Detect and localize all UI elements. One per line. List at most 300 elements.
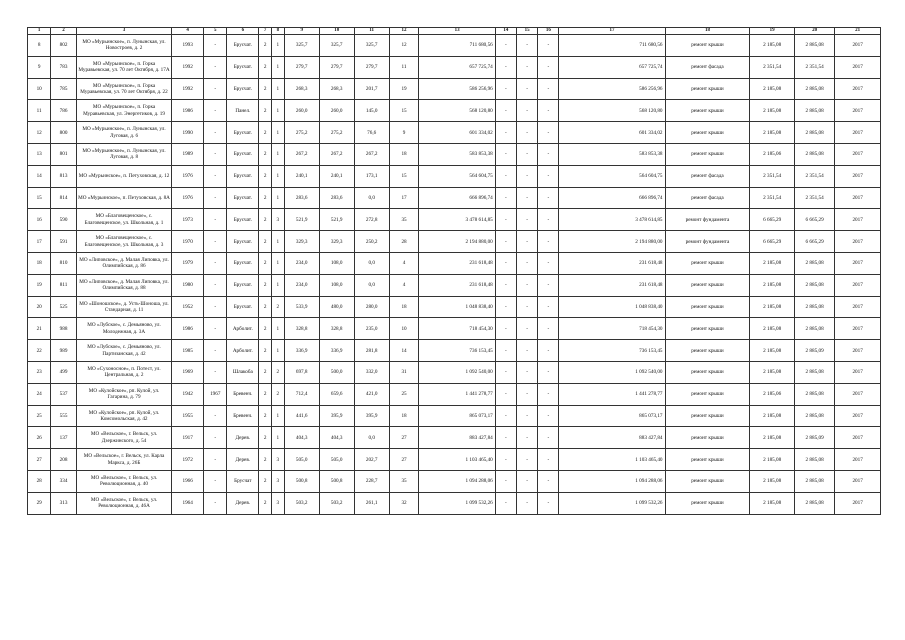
table-cell: 2 bbox=[259, 340, 272, 362]
table-cell: 2 885,08 bbox=[794, 383, 834, 405]
table-cell: - bbox=[204, 405, 227, 427]
table-cell: 240,1 bbox=[319, 165, 354, 187]
table-cell: 2 185,08 bbox=[750, 274, 795, 296]
table-cell: 1 bbox=[271, 35, 284, 57]
table-cell: 1 bbox=[271, 56, 284, 78]
table-cell: 811 bbox=[51, 274, 76, 296]
column-header: 10 bbox=[319, 28, 354, 35]
table-cell: 1969 bbox=[172, 361, 204, 383]
table-cell: - bbox=[538, 35, 559, 57]
table-cell: ремонт крыши bbox=[665, 100, 750, 122]
table-cell: 2 bbox=[259, 252, 272, 274]
table-cell: 24 bbox=[28, 383, 51, 405]
table-cell: 240,1 bbox=[284, 165, 319, 187]
table-cell: - bbox=[204, 209, 227, 231]
table-cell: 28 bbox=[389, 231, 419, 253]
table-cell: 2 bbox=[259, 492, 272, 514]
table-cell: - bbox=[516, 56, 537, 78]
table-row bbox=[28, 165, 881, 187]
table-cell: 1 048 838,40 bbox=[559, 296, 665, 318]
table-cell: - bbox=[516, 427, 537, 449]
table-cell: 601 334,02 bbox=[559, 122, 665, 144]
table-cell: Бревенч. bbox=[227, 383, 259, 405]
table-cell: 2 bbox=[259, 209, 272, 231]
table-cell: Дерев. bbox=[227, 492, 259, 514]
table-cell: - bbox=[538, 165, 559, 187]
address-cell: МО «Мурьинское», п. Лунынская, ул. Новостроев, д. 2 bbox=[76, 35, 171, 57]
table-cell: ремонт крыши bbox=[665, 340, 750, 362]
address-cell: МО «Липовское», д. Малая Липовка, ул. Олимпийская, д. 88 bbox=[76, 274, 171, 296]
table-cell: 279,7 bbox=[354, 56, 389, 78]
table-cell: 2017 bbox=[835, 449, 881, 471]
table-cell: 4 bbox=[389, 252, 419, 274]
table-cell: 555 bbox=[51, 405, 76, 427]
table-cell: 0,0 bbox=[354, 187, 389, 209]
table-cell: Брусчат. bbox=[227, 274, 259, 296]
table-cell: 275,2 bbox=[319, 122, 354, 144]
table-cell: - bbox=[204, 187, 227, 209]
table-cell: 31 bbox=[389, 361, 419, 383]
table-cell: 2 351,54 bbox=[750, 165, 795, 187]
column-header: 4 bbox=[172, 28, 204, 35]
table-cell: 328,8 bbox=[284, 318, 319, 340]
table-cell: 2 885,08 bbox=[794, 78, 834, 100]
table-cell: 1964 bbox=[172, 492, 204, 514]
document-page bbox=[27, 27, 881, 515]
table-cell: 332,0 bbox=[354, 361, 389, 383]
table-cell: 268,3 bbox=[319, 78, 354, 100]
table-cell: 2 885,08 bbox=[794, 492, 834, 514]
table-cell: - bbox=[538, 405, 559, 427]
table-cell: - bbox=[495, 318, 516, 340]
table-cell: 2 351,54 bbox=[794, 187, 834, 209]
table-cell: - bbox=[516, 383, 537, 405]
table-cell: 2 bbox=[259, 361, 272, 383]
table-cell: 1 103 465,40 bbox=[559, 449, 665, 471]
table-cell: 583 853,38 bbox=[419, 143, 495, 165]
table-cell: 336,9 bbox=[319, 340, 354, 362]
table-cell: - bbox=[495, 470, 516, 492]
table-cell: 1 048 838,40 bbox=[419, 296, 495, 318]
table-cell: 29 bbox=[28, 492, 51, 514]
table-cell: 2 bbox=[259, 318, 272, 340]
table-cell: ремонт крыши bbox=[665, 318, 750, 340]
table-cell: 1976 bbox=[172, 187, 204, 209]
table-cell: ремонт фасада bbox=[665, 165, 750, 187]
table-cell: 28 bbox=[28, 470, 51, 492]
table-cell: - bbox=[516, 35, 537, 57]
table-cell: 2017 bbox=[835, 78, 881, 100]
table-cell: 1 bbox=[271, 318, 284, 340]
table-cell: 2 885,08 bbox=[794, 100, 834, 122]
table-cell: 583 853,38 bbox=[559, 143, 665, 165]
table-cell: 14 bbox=[28, 165, 51, 187]
table-cell: 2 885,08 bbox=[794, 35, 834, 57]
table-cell: 1973 bbox=[172, 209, 204, 231]
table-cell: 26 bbox=[28, 427, 51, 449]
table-cell: Брусчат. bbox=[227, 143, 259, 165]
table-cell: 2 885,08 bbox=[794, 449, 834, 471]
table-cell: 27 bbox=[389, 427, 419, 449]
table-cell: 2 bbox=[259, 187, 272, 209]
table-cell: 202,7 bbox=[354, 449, 389, 471]
address-cell: МО «Кулойское», рп. Кулой, ул. Комсомольская, д. 42 bbox=[76, 405, 171, 427]
table-cell: 18 bbox=[389, 143, 419, 165]
table-cell: 1 441 278,77 bbox=[419, 383, 495, 405]
table-cell: - bbox=[495, 252, 516, 274]
table-cell: - bbox=[495, 383, 516, 405]
table-cell: 1942 bbox=[172, 383, 204, 405]
table-cell: - bbox=[495, 361, 516, 383]
table-cell: 1 bbox=[271, 405, 284, 427]
table-cell: - bbox=[495, 209, 516, 231]
table-cell: 1993 bbox=[172, 35, 204, 57]
table-row bbox=[28, 449, 881, 471]
table-cell: - bbox=[495, 449, 516, 471]
table-cell: 1992 bbox=[172, 56, 204, 78]
table-cell: 2 bbox=[259, 143, 272, 165]
table-cell: ремонт крыши bbox=[665, 296, 750, 318]
table-cell: 404,3 bbox=[284, 427, 319, 449]
column-header: 19 bbox=[750, 28, 795, 35]
table-cell: 267,2 bbox=[284, 143, 319, 165]
table-cell: 441,6 bbox=[284, 405, 319, 427]
column-header: 16 bbox=[538, 28, 559, 35]
table-cell: - bbox=[516, 231, 537, 253]
table-cell: 2017 bbox=[835, 56, 881, 78]
column-header: 13 bbox=[419, 28, 495, 35]
table-cell: - bbox=[204, 78, 227, 100]
table-cell: 6 665,29 bbox=[750, 209, 795, 231]
table-cell: 2017 bbox=[835, 35, 881, 57]
table-cell: 2 885,08 bbox=[794, 405, 834, 427]
table-cell: 2 885,08 bbox=[794, 252, 834, 274]
table-row bbox=[28, 318, 881, 340]
table-row bbox=[28, 274, 881, 296]
table-cell: 718 454,30 bbox=[419, 318, 495, 340]
address-cell: МО «Лубское», с. Демьяново, ул. Молодежная, д. 3А bbox=[76, 318, 171, 340]
table-cell: 2 885,08 bbox=[794, 318, 834, 340]
table-cell: 783 bbox=[51, 56, 76, 78]
table-cell: 313 bbox=[51, 492, 76, 514]
table-cell: - bbox=[495, 100, 516, 122]
table-cell: - bbox=[538, 231, 559, 253]
table-cell: 4 bbox=[389, 274, 419, 296]
table-cell: 2 194 880,00 bbox=[419, 231, 495, 253]
table-cell: 11 bbox=[389, 56, 419, 78]
table-cell: - bbox=[495, 492, 516, 514]
table-cell: 2 885,08 bbox=[794, 143, 834, 165]
table-cell: 1970 bbox=[172, 231, 204, 253]
table-cell: 260,0 bbox=[319, 100, 354, 122]
table-cell: 2 185,08 bbox=[750, 405, 795, 427]
table-cell: 712,4 bbox=[284, 383, 319, 405]
table-cell: ремонт крыши bbox=[665, 449, 750, 471]
table-cell: 19 bbox=[28, 274, 51, 296]
table-cell: 1 094 288,06 bbox=[559, 470, 665, 492]
table-row bbox=[28, 35, 881, 57]
table-cell: 2 351,54 bbox=[794, 56, 834, 78]
address-cell: МО «Вельское», г. Вельск, ул. Дзержинского, д. 54 bbox=[76, 427, 171, 449]
table-cell: - bbox=[204, 274, 227, 296]
table-cell: - bbox=[204, 56, 227, 78]
table-cell: Брусчат. bbox=[227, 296, 259, 318]
table-cell: 25 bbox=[28, 405, 51, 427]
table-cell: - bbox=[495, 78, 516, 100]
table-cell: ремонт крыши bbox=[665, 143, 750, 165]
table-cell: 2 bbox=[259, 56, 272, 78]
table-row bbox=[28, 405, 881, 427]
table-cell: - bbox=[204, 165, 227, 187]
table-cell: 231 618,48 bbox=[559, 252, 665, 274]
table-cell: 2 bbox=[271, 383, 284, 405]
table-cell: - bbox=[516, 361, 537, 383]
table-cell: Брусчат. bbox=[227, 56, 259, 78]
table-cell: 2017 bbox=[835, 143, 881, 165]
address-cell: МО «Мурьинское», п. Петуховская, д. 12 bbox=[76, 165, 171, 187]
table-cell: 10 bbox=[389, 318, 419, 340]
table-cell: 17 bbox=[28, 231, 51, 253]
table-row bbox=[28, 383, 881, 405]
table-cell: 2 bbox=[259, 100, 272, 122]
table-cell: 329,3 bbox=[319, 231, 354, 253]
column-header: 5 bbox=[204, 28, 227, 35]
table-cell: 2017 bbox=[835, 492, 881, 514]
table-row bbox=[28, 122, 881, 144]
table-cell: - bbox=[516, 187, 537, 209]
table-cell: 35 bbox=[389, 209, 419, 231]
table-cell: - bbox=[538, 187, 559, 209]
table-cell: 1 bbox=[271, 231, 284, 253]
table-cell: 2017 bbox=[835, 122, 881, 144]
table-cell: Брусчат. bbox=[227, 231, 259, 253]
table-row bbox=[28, 100, 881, 122]
table-cell: - bbox=[204, 449, 227, 471]
table-cell: 785 bbox=[51, 78, 76, 100]
table-cell: - bbox=[538, 274, 559, 296]
table-cell: Брусчат. bbox=[227, 122, 259, 144]
repair-schedule-table bbox=[27, 27, 881, 515]
table-cell: 590 bbox=[51, 209, 76, 231]
table-cell: - bbox=[495, 340, 516, 362]
table-cell: 279,7 bbox=[284, 56, 319, 78]
table-cell: 2 bbox=[259, 296, 272, 318]
table-cell: 1917 bbox=[172, 427, 204, 449]
table-cell: - bbox=[516, 122, 537, 144]
table-cell: 2 885,09 bbox=[794, 427, 834, 449]
table-cell: 666 896,74 bbox=[419, 187, 495, 209]
table-cell: 1972 bbox=[172, 449, 204, 471]
table-cell: 718 454,30 bbox=[559, 318, 665, 340]
table-cell: 208 bbox=[51, 449, 76, 471]
table-cell: 0,0 bbox=[354, 274, 389, 296]
address-cell: МО «Шоношское», д. Усть-Шоноша, ул. Стандарная, д. 11 bbox=[76, 296, 171, 318]
table-cell: 280,0 bbox=[354, 296, 389, 318]
table-cell: - bbox=[516, 449, 537, 471]
table-cell: Брусчат. bbox=[227, 35, 259, 57]
table-cell: 6 665,29 bbox=[794, 231, 834, 253]
address-cell: МО «Мурьинское», п. Петуховская, д. 8А bbox=[76, 187, 171, 209]
table-cell: 814 bbox=[51, 187, 76, 209]
table-cell: - bbox=[495, 405, 516, 427]
table-cell: - bbox=[516, 100, 537, 122]
table-cell: - bbox=[516, 165, 537, 187]
table-body bbox=[28, 35, 881, 515]
table-cell: 2 bbox=[259, 427, 272, 449]
table-cell: 2 bbox=[259, 165, 272, 187]
table-row bbox=[28, 187, 881, 209]
table-cell: 1 bbox=[271, 143, 284, 165]
table-cell: 27 bbox=[28, 449, 51, 471]
table-cell: 12 bbox=[28, 122, 51, 144]
table-cell: Шлакоба bbox=[227, 361, 259, 383]
table-cell: 503,2 bbox=[319, 492, 354, 514]
address-cell: МО «Благовещенское», с. Благовещенское, ул. Школьная, д. 3 bbox=[76, 231, 171, 253]
table-cell: 261,1 bbox=[354, 492, 389, 514]
table-cell: 988 bbox=[51, 318, 76, 340]
table-cell: 20 bbox=[28, 296, 51, 318]
table-cell: 2017 bbox=[835, 405, 881, 427]
table-cell: 16 bbox=[28, 209, 51, 231]
table-cell: 2017 bbox=[835, 209, 881, 231]
table-cell: 15 bbox=[389, 100, 419, 122]
address-cell: МО «Мурьинское», п. Горка Муравьевская, ул. 70 лет Октября, д. 22 bbox=[76, 78, 171, 100]
table-cell: 8 bbox=[28, 35, 51, 57]
table-cell: - bbox=[538, 383, 559, 405]
table-cell: 272,8 bbox=[354, 209, 389, 231]
column-header: 9 bbox=[284, 28, 319, 35]
column-header: 12 bbox=[389, 28, 419, 35]
table-cell: - bbox=[538, 209, 559, 231]
table-cell: 568 120,80 bbox=[419, 100, 495, 122]
table-cell: 231 618,48 bbox=[419, 252, 495, 274]
column-header: 17 bbox=[559, 28, 665, 35]
table-cell: 3 478 614,85 bbox=[419, 209, 495, 231]
table-cell: 2017 bbox=[835, 252, 881, 274]
table-cell: Дерев. bbox=[227, 449, 259, 471]
table-cell: 2 185,08 bbox=[750, 78, 795, 100]
table-cell: 786 bbox=[51, 100, 76, 122]
table-cell: Арболит. bbox=[227, 318, 259, 340]
table-cell: 1 441 278,77 bbox=[559, 383, 665, 405]
table-cell: - bbox=[495, 165, 516, 187]
table-cell: 108,0 bbox=[319, 252, 354, 274]
table-cell: 659,6 bbox=[319, 383, 354, 405]
table-cell: - bbox=[516, 143, 537, 165]
table-cell: Бревенч. bbox=[227, 405, 259, 427]
table-cell: - bbox=[538, 122, 559, 144]
table-cell: 10 bbox=[28, 78, 51, 100]
table-cell: - bbox=[538, 340, 559, 362]
table-cell: 865 073,17 bbox=[419, 405, 495, 427]
table-cell: 505,0 bbox=[284, 449, 319, 471]
column-header: 7 bbox=[259, 28, 272, 35]
table-cell: 591 bbox=[51, 231, 76, 253]
table-row bbox=[28, 231, 881, 253]
table-cell: 1 bbox=[271, 427, 284, 449]
table-cell: 2 bbox=[271, 361, 284, 383]
table-cell: 336,9 bbox=[284, 340, 319, 362]
table-cell: - bbox=[204, 35, 227, 57]
table-cell: 2 185,08 bbox=[750, 492, 795, 514]
table-cell: 883 427,84 bbox=[419, 427, 495, 449]
table-cell: - bbox=[516, 405, 537, 427]
table-cell: 173,1 bbox=[354, 165, 389, 187]
table-cell: - bbox=[538, 252, 559, 274]
table-cell: 35 bbox=[389, 470, 419, 492]
table-cell: 568 120,80 bbox=[559, 100, 665, 122]
table-cell: 234,0 bbox=[284, 252, 319, 274]
table-cell: 201,7 bbox=[354, 78, 389, 100]
table-cell: 2 185,08 bbox=[750, 296, 795, 318]
table-cell: 1 bbox=[271, 274, 284, 296]
table-cell: - bbox=[204, 361, 227, 383]
table-cell: 2 185,06 bbox=[750, 383, 795, 405]
table-cell: 12 bbox=[389, 35, 419, 57]
table-row bbox=[28, 296, 881, 318]
column-header: 15 bbox=[516, 28, 537, 35]
table-cell: 3 478 614,85 bbox=[559, 209, 665, 231]
table-cell: 1 099 532,26 bbox=[419, 492, 495, 514]
column-header: 18 bbox=[665, 28, 750, 35]
table-cell: 2 185,08 bbox=[750, 361, 795, 383]
table-cell: - bbox=[204, 231, 227, 253]
table-row bbox=[28, 209, 881, 231]
address-cell: МО «Сухоносное», п. Потест, ул. Центральная, д. 2 bbox=[76, 361, 171, 383]
table-cell: 2 351,54 bbox=[750, 187, 795, 209]
table-cell: 537 bbox=[51, 383, 76, 405]
table-cell: 586 256,96 bbox=[419, 78, 495, 100]
table-cell: 525 bbox=[51, 296, 76, 318]
table-cell: 334 bbox=[51, 470, 76, 492]
table-cell: 2017 bbox=[835, 470, 881, 492]
table-cell: 2 185,08 bbox=[750, 318, 795, 340]
table-cell: 2 185,08 bbox=[750, 35, 795, 57]
table-cell: 1 bbox=[271, 340, 284, 362]
table-cell: 2017 bbox=[835, 296, 881, 318]
table-cell: 480,0 bbox=[319, 296, 354, 318]
table-cell: Арболит. bbox=[227, 340, 259, 362]
table-cell: - bbox=[538, 361, 559, 383]
table-cell: Брусчат. bbox=[227, 252, 259, 274]
table-cell: 666 896,74 bbox=[559, 187, 665, 209]
table-cell: 250,2 bbox=[354, 231, 389, 253]
table-cell: 586 256,96 bbox=[559, 78, 665, 100]
table-cell: 228,7 bbox=[354, 470, 389, 492]
table-cell: - bbox=[516, 252, 537, 274]
table-cell: 13 bbox=[28, 143, 51, 165]
table-cell: 15 bbox=[389, 165, 419, 187]
table-row bbox=[28, 361, 881, 383]
table-cell: 2017 bbox=[835, 318, 881, 340]
table-cell: ремонт крыши bbox=[665, 361, 750, 383]
table-cell: 500,0 bbox=[319, 361, 354, 383]
table-cell: 395,9 bbox=[354, 405, 389, 427]
table-cell: 2017 bbox=[835, 187, 881, 209]
table-cell: - bbox=[204, 296, 227, 318]
table-cell: 2 185,08 bbox=[750, 470, 795, 492]
table-cell: 1985 bbox=[172, 340, 204, 362]
table-cell: ремонт крыши bbox=[665, 470, 750, 492]
table-cell: ремонт крыши bbox=[665, 78, 750, 100]
table-cell: - bbox=[516, 340, 537, 362]
table-cell: 283,6 bbox=[284, 187, 319, 209]
table-cell: - bbox=[204, 470, 227, 492]
address-cell: МО «Мурьинское», п. Горка Муравьевская, ул. 70 лет Октября, д. 17А bbox=[76, 56, 171, 78]
column-header: 8 bbox=[271, 28, 284, 35]
table-cell: - bbox=[516, 209, 537, 231]
table-cell: - bbox=[495, 35, 516, 57]
